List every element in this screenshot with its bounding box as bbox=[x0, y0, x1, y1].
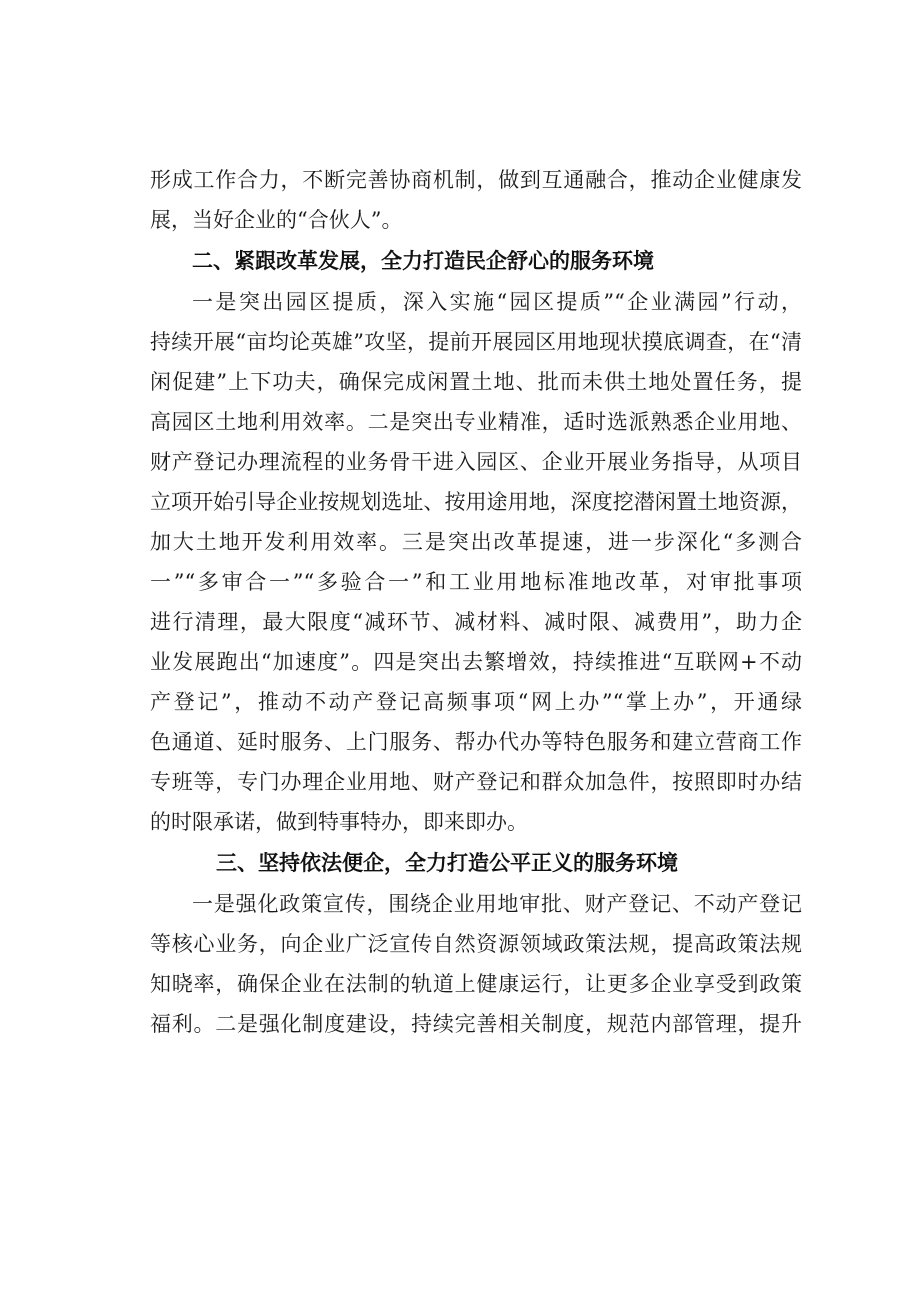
body-text-line: 专班等，专门办理企业用地、财产登记和群众加急件，按照即时办结 bbox=[150, 770, 802, 794]
section-heading-three: 三、坚持依法便企，全力打造公平正义的服务环境 bbox=[216, 851, 678, 875]
body-text-line: 一是突出园区提质，深入实施“园区提质”“企业满园”行动， bbox=[192, 290, 802, 314]
body-text-line: 知晓率，确保企业在法制的轨道上健康运行，让更多企业享受到政策 bbox=[150, 972, 802, 996]
body-text-line: 财产登记办理流程的业务骨干进入园区、企业开展业务指导，从项目 bbox=[150, 450, 802, 474]
body-text-line: 业发展跑出“加速度”。四是突出去繁增效，持续推进“互联网+不动 bbox=[150, 650, 802, 674]
body-text-line: 色通道、延时服务、上门服务、帮办代办等特色服务和建立营商工作 bbox=[150, 730, 802, 754]
body-text-line: 高园区土地利用效率。二是突出专业精准，适时选派熟悉企业用地、 bbox=[150, 410, 802, 434]
body-text-line: 持续开展“亩均论英雄”攻坚，提前开展园区用地现状摸底调查，在“清 bbox=[150, 330, 802, 354]
body-text-line: 形成工作合力，不断完善协商机制，做到互通融合，推动企业健康发 bbox=[150, 168, 802, 192]
body-text-line: 的时限承诺，做到特事特办，即来即办。 bbox=[150, 810, 528, 834]
body-text-line: 一”“多审合一”“多验合一”和工业用地标准地改革，对审批事项 bbox=[150, 570, 802, 594]
body-text-line: 进行清理，最大限度“减环节、减材料、减时限、减费用”，助力企 bbox=[150, 610, 802, 634]
body-text-line: 产登记”，推动不动产登记高频事项“网上办”“掌上办”，开通绿 bbox=[150, 690, 802, 714]
body-text-line: 加大土地开发利用效率。三是突出改革提速，进一步深化“多测合 bbox=[150, 530, 802, 554]
body-text-line: 福利。二是强化制度建设，持续完善相关制度，规范内部管理，提升 bbox=[150, 1012, 802, 1036]
body-text-line: 等核心业务，向企业广泛宣传自然资源领域政策法规，提高政策法规 bbox=[150, 932, 802, 956]
body-text-line: 立项开始引导企业按规划选址、按用途用地，深度挖潜闲置土地资源， bbox=[150, 490, 802, 514]
body-text-line: 闲促建”上下功夫，确保完成闲置土地、批而未供土地处置任务，提 bbox=[150, 370, 802, 394]
body-text-line: 展，当好企业的“合伙人”。 bbox=[150, 208, 403, 232]
document-body bbox=[150, 160, 802, 1044]
body-text-line: 一是强化政策宣传，围绕企业用地审批、财产登记、不动产登记 bbox=[192, 892, 802, 916]
section-heading-two: 二、紧跟改革发展，全力打造民企舒心的服务环境 bbox=[192, 249, 654, 273]
